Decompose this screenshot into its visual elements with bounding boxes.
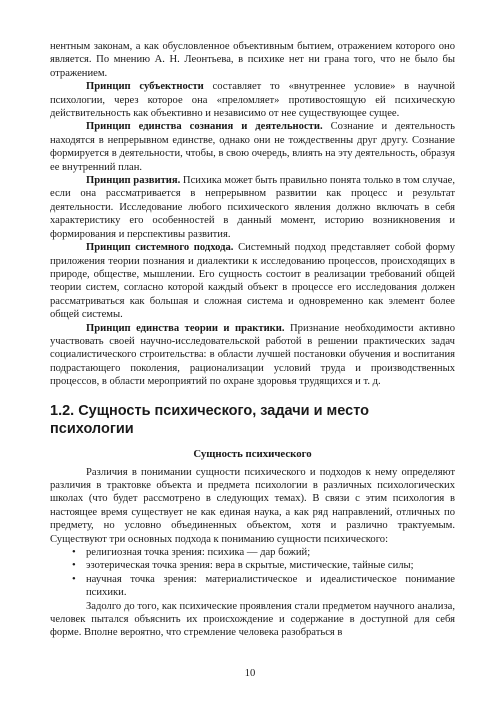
principle-heading: Принцип субъектности bbox=[86, 81, 204, 93]
paragraph-text: нентным законам, а как обусловленное объективным бытием, отражением которого оно является. По мнению А. Н. Леонтьева, в психике нет ни грана того, что не было бы отражением. bbox=[50, 41, 455, 79]
principle-subjectivity bbox=[50, 80, 455, 120]
principle-text: Признание необходимости активно участвовать своей научно-исследовательской работой в решении практических задач социалистического строительства: в области лучшей постановки обучения и воспитания подрастающего поколения, рационализации условий труда и производственных процессов, в области мероприятий по охране здоровья трудящихся и т. д. bbox=[50, 322, 456, 388]
principle-development bbox=[50, 174, 455, 241]
list-item-text: научная точка зрения: материалистическое и идеалистическое понимание психики. bbox=[86, 573, 455, 599]
principle-heading: Принцип системного подхода. bbox=[86, 242, 234, 254]
list-item bbox=[50, 573, 455, 600]
principle-heading: Принцип единства теории и практики. bbox=[86, 322, 285, 334]
section-title: 1.2. Сущность психического, задачи и место психологии bbox=[50, 402, 369, 437]
approaches-list bbox=[50, 546, 455, 600]
principle-text: составляет то «внутреннее условие» в научной психологии, через которое она «преломляет» противостоящую ей психическую действительность как объективно и независимо от нее существующее сущее. bbox=[50, 81, 455, 120]
principle-theory-practice bbox=[50, 322, 455, 389]
page-content bbox=[50, 40, 455, 640]
principle-text: Системный подход представляет собой форму приложения теории познания и диалектики к исследованию процессов, происходящих в природе, обществе, мышлении. Его сущность состоит в реализации требований общей теории систем, согласно которой каждый объект в процессе его исследования должен рассматриваться как большая и сложная система и одновременно как элемент более общей системы. bbox=[50, 242, 455, 321]
principle-text: Психика может быть правильно понята только в том случае, если она рассматривается в непрерывном развитии как процесс и результат деятельности. Исследование любого психического явления должно включать в себя характеристику его особенностей в данный момент, историю возникновения и формирования и перспективы развития. bbox=[50, 175, 456, 240]
principle-system-approach bbox=[50, 241, 455, 321]
final-paragraph: Задолго до того, как психические проявления стали предметом научного анализа, человек пытался объяснить их происхождение и содержание в доступной для себя форме. Вполне вероятно, что стремление человека разобраться в bbox=[50, 600, 455, 639]
principle-heading: Принцип развития. bbox=[86, 175, 181, 187]
list-item bbox=[50, 559, 455, 572]
bullet-icon: • bbox=[72, 573, 76, 585]
list-item-text: эзотерическая точка зрения: вера в скрытые, мистические, тайные силы; bbox=[86, 560, 414, 572]
paragraph-continuation bbox=[50, 40, 455, 80]
list-item-text: религиозная точка зрения: психика — дар божий; bbox=[86, 547, 311, 558]
bullet-icon: • bbox=[72, 560, 76, 572]
principle-text: Сознание и деятельность находятся в непрерывном единстве, однако они не тождественны друг другу. Сознание формируется в деятельности, чтобы, в свою очередь, влиять на эту деятельность, образуя ее внутренний план. bbox=[50, 121, 455, 173]
bullet-icon: • bbox=[72, 547, 76, 558]
principle-consciousness-activity bbox=[50, 120, 455, 174]
intro-paragraph: Различия в понимании сущности психического и подходов к нему определяют различия в трактовке объекта и предмета психологии в различных психологических школах (что будет рассмотрено в следующих темах). В связи с этим психология в настоящее время существует не как единая наука, а как ряд направлений, отличных по предмету, но условно объединенных объектом, хотя и различно трактуемым. Существуют три основных подхода к пониманию сущности психического: bbox=[50, 466, 455, 545]
subsection-title: Сущность психического bbox=[193, 447, 312, 460]
principle-heading: Принцип единства сознания и деятельности. bbox=[86, 121, 323, 133]
page-number: 10 bbox=[244, 668, 256, 679]
list-item bbox=[50, 546, 455, 559]
